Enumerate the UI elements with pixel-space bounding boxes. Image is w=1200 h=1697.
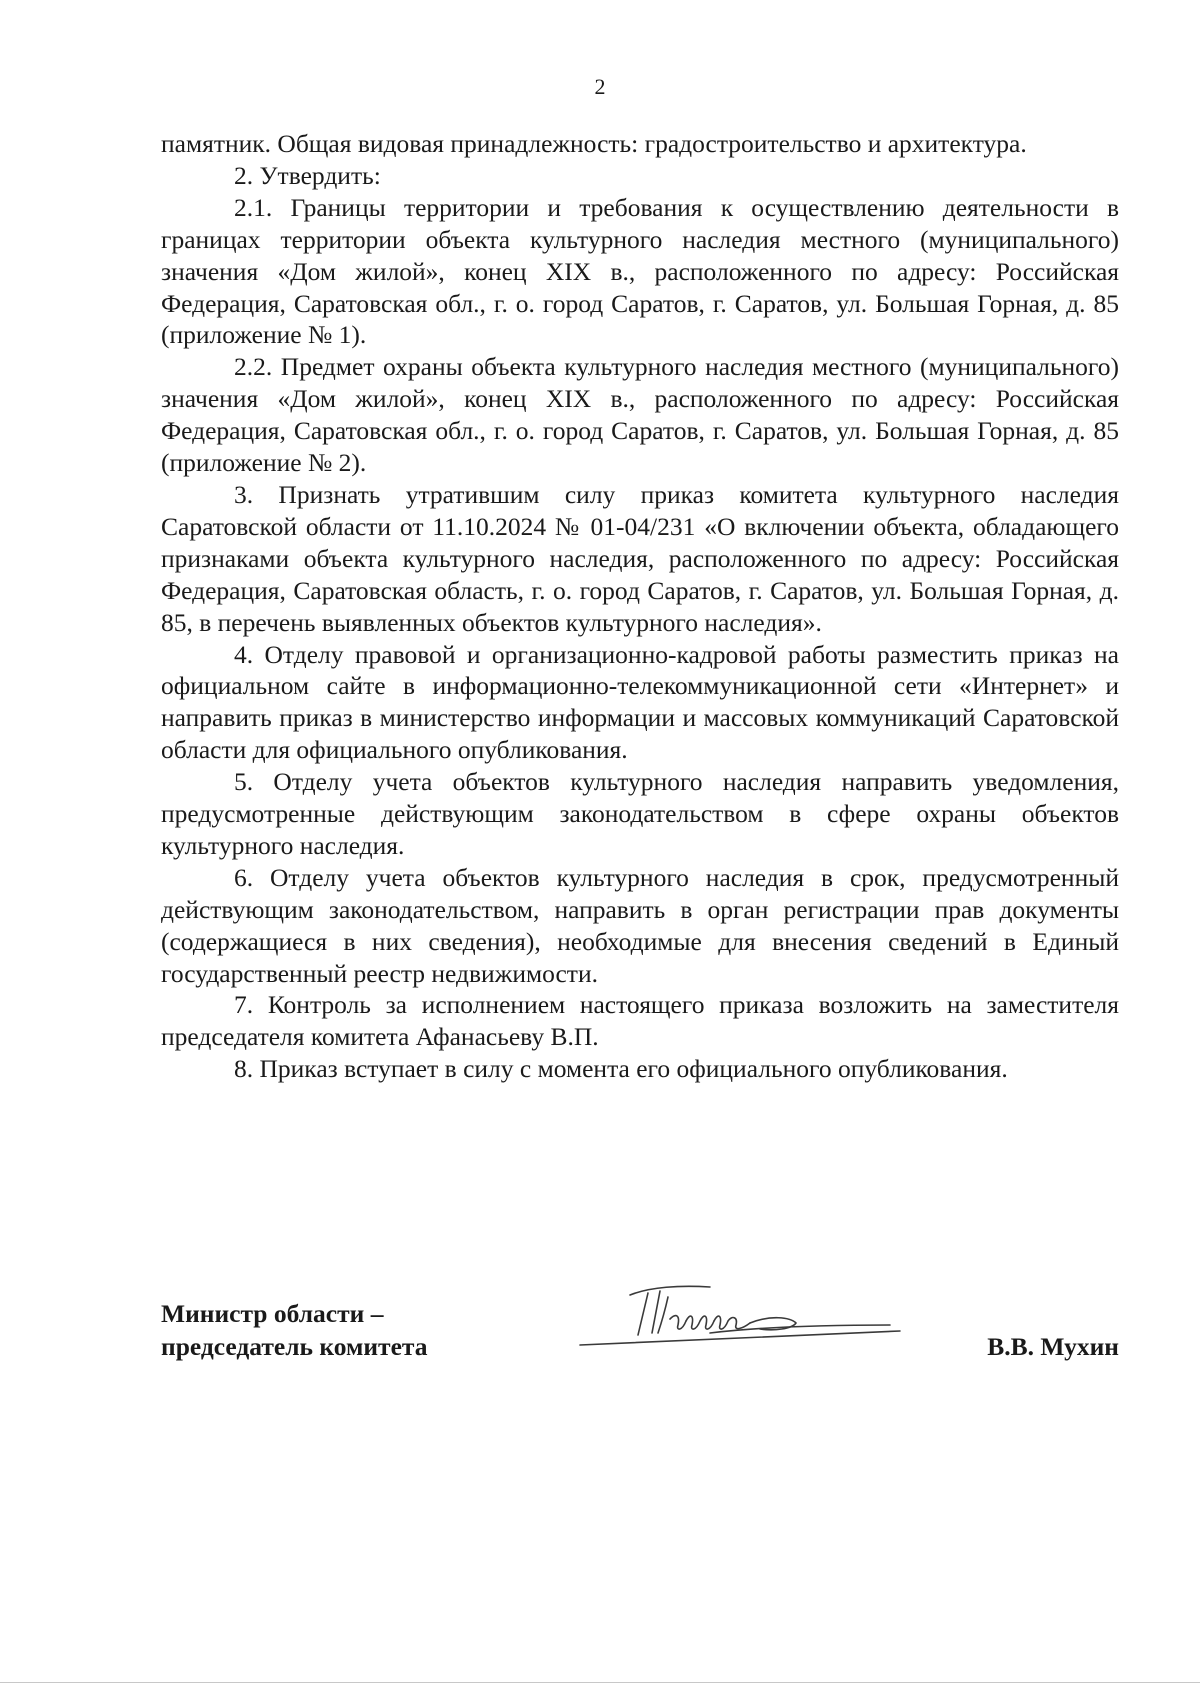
paragraph-continuation: памятник. Общая видовая принадлежность: градостроительство и архитектура. xyxy=(161,129,1027,158)
paragraph-item-8: 8. Приказ вступает в силу с момента его официального опубликования. xyxy=(234,1054,1008,1084)
paragraph-item-3: 3. Признать утратившим силу приказ комитета культурного наследия Саратовской области от 11.10.2024 № 01-04/231 «О включении объекта, обладающего признаками объекта культурного наследия, расположенного по адресу: Российская Федерация, Саратовская область, г. о. город Саратов, г. Саратов, ул. Большая Горная, д. 85, в перечень выявленных объектов культурного наследия». xyxy=(161,479,1119,637)
scan-edge-line xyxy=(0,1682,1200,1683)
paragraph-item-6: 6. Отделу учета объектов культурного наследия в срок, предусмотренный действующим законодательством, направить в орган регистрации прав документы (содержащиеся в них сведения), необходимые для внесения сведений в Единый государственный реестр недвижимости. xyxy=(161,862,1119,988)
paragraph-item-4: 4. Отделу правовой и организационно-кадровой работы разместить приказ на официальном сайте в информационно-телекоммуникационной сети «Интернет» и направить приказ в министерство информации и массовых коммуникаций Саратовской области для официального опубликования. xyxy=(161,639,1119,765)
paragraph-item-7: 7. Контроль за исполнением настоящего приказа возложить на заместителя председателя комитета Афанасьеву В.П. xyxy=(161,990,1119,1052)
paragraph-item-2-2: 2.2. Предмет охраны объекта культурного наследия местного (муниципального) значения «Дом жилой», конец XIX в., расположенного по адресу: Российская Федерация, Саратовская обл., г. о. город Саратов, г. Саратов, ул. Большая Горная, д. 85 (приложение № 2). xyxy=(161,352,1119,478)
handwritten-signature xyxy=(560,1275,920,1355)
signatory-title xyxy=(161,1297,427,1363)
paragraph-item-5: 5. Отделу учета объектов культурного наследия направить уведомления, предусмотренные действующим законодательством в сфере охраны объектов культурного наследия. xyxy=(161,767,1119,860)
signatory-title-line-1: Министр области – xyxy=(161,1299,384,1328)
page-number: 2 xyxy=(594,74,606,99)
paragraph-item-2: 2. Утвердить: xyxy=(234,160,381,190)
paragraph-item-2-1: 2.1. Границы территории и требования к осуществлению деятельности в границах территории объекта культурного наследия местного (муниципального) значения «Дом жилой», конец XIX в., расположенного по адресу: Российская Федерация, Саратовская обл., г. о. город Саратов, г. Саратов, ул. Большая Горная, д. 85 (приложение № 1). xyxy=(161,192,1119,350)
document-body xyxy=(161,128,1119,1085)
signatory-title-line-2: председатель комитета xyxy=(161,1332,428,1361)
signatory-name: В.В. Мухин xyxy=(987,1332,1119,1361)
